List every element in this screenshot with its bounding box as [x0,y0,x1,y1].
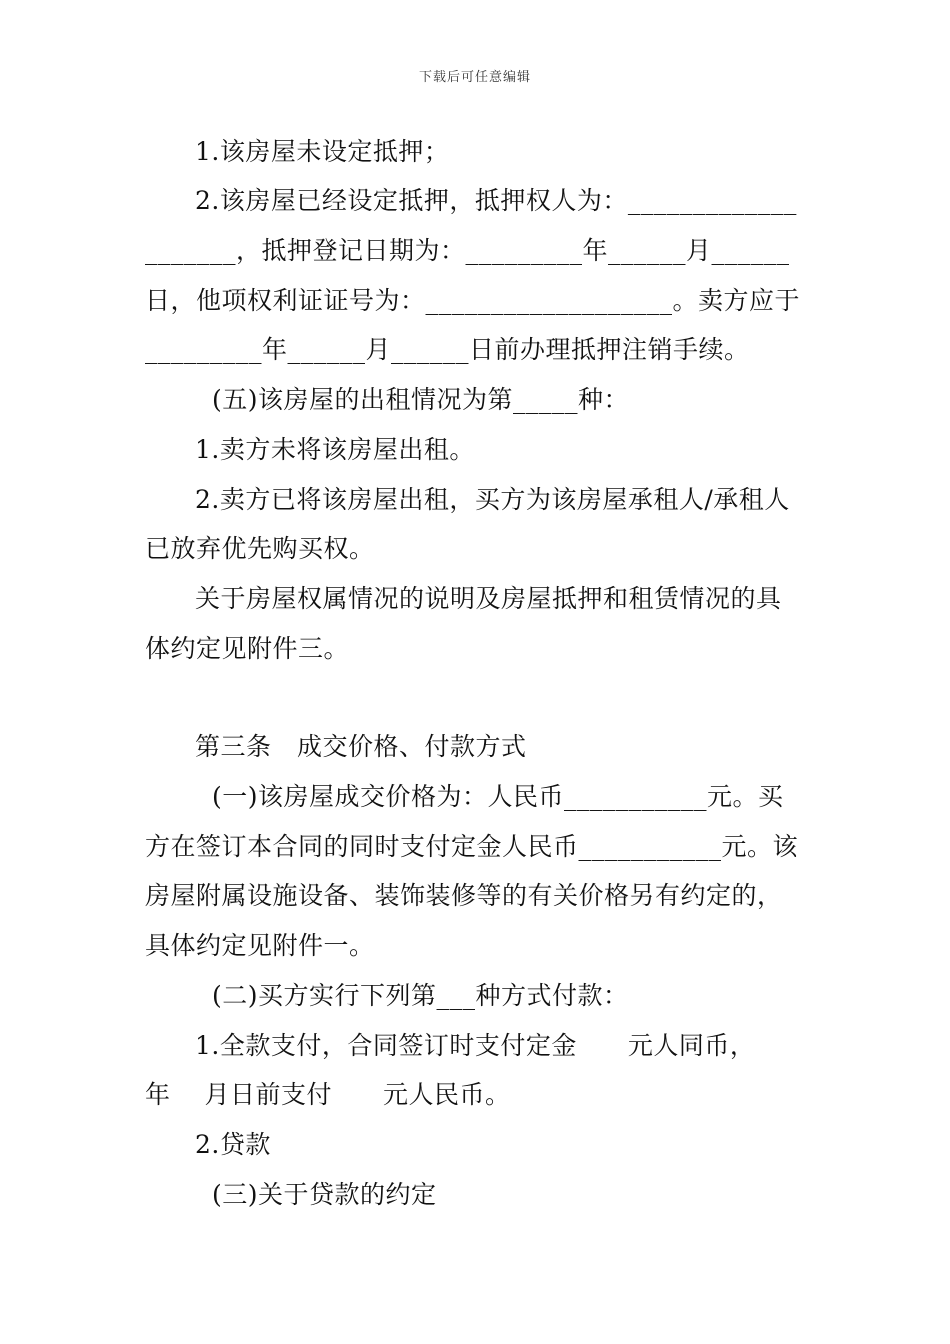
text-line: 1.全款支付，合同签订时支付定金 元人同币， [195,1031,756,1060]
text-line: (一)该房屋成交价格为：人民币___________元。买 [212,782,784,811]
section-heading: (五)该房屋的出租情况为第_____种： [212,385,630,414]
page-header-watermark: 下载后可任意编辑 [418,70,531,85]
text-line: 2.该房屋已经设定抵押，抵押权人为：_____________ [195,186,797,215]
text-line: 具体约定见附件一。 [145,931,375,960]
section-heading: (三)关于贷款的约定 [212,1180,437,1209]
text-line: 已放弃优先购买权。 [145,534,375,563]
section-heading: (二)买方实行下列第___种方式付款： [212,981,629,1010]
article-heading: 第三条 成交价格、付款方式 [195,732,527,761]
text-line: 日，他项权利证证号为：___________________。卖方应于 [145,286,801,315]
text-line: 2.卖方已将该房屋出租，买方为该房屋承租人/承租人 [195,485,790,514]
text-line: 房屋附属设施设备、装饰装修等的有关价格另有约定的， [145,881,783,910]
text-line: 年 月日前支付 元人民币。 [145,1080,511,1109]
text-line: 体约定见附件三。 [145,634,350,663]
text-line: 关于房屋权属情况的说明及房屋抵押和租赁情况的具 [195,584,782,613]
text-line: 2.贷款 [195,1130,271,1159]
text-line: _________年______月______日前办理抵押注销手续。 [145,335,750,364]
text-line: 1.该房屋未设定抵押； [195,137,450,166]
text-line: 方在签订本合同的同时支付定金人民币___________元。该 [145,832,799,861]
text-line: _______，抵押登记日期为：_________年______月______ [145,236,790,265]
text-line: 1.卖方未将该房屋出租。 [195,435,475,464]
